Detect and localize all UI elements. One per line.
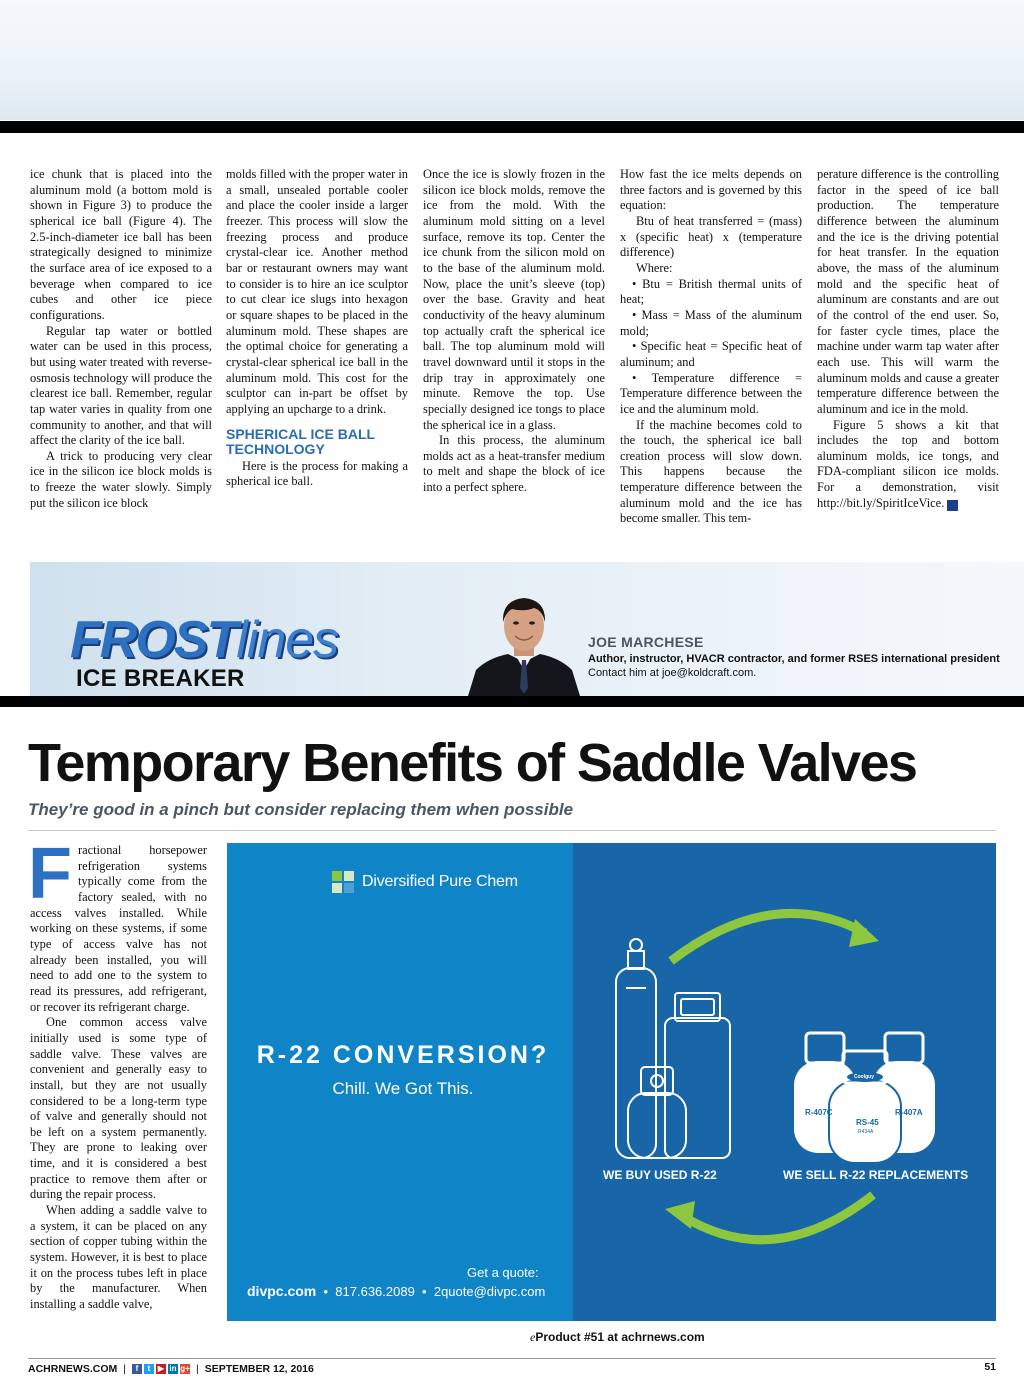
frostlines-logo [70, 611, 339, 669]
ad-website-link[interactable]: divpc.com [247, 1283, 317, 1299]
googleplus-icon[interactable]: g+ [180, 1364, 190, 1373]
separator: • [323, 1284, 329, 1299]
used-cylinders-icon [616, 939, 730, 1158]
social-icons [132, 1364, 190, 1374]
separator: | [195, 1363, 199, 1375]
paragraph: How fast the ice melts depends on three factors and is governed by this equation: [620, 167, 802, 213]
author-portrait [468, 592, 580, 696]
arrow-top-icon [671, 913, 865, 961]
ad-buy-label: WE BUY USED R-22 [603, 1168, 717, 1182]
ad-tagline: Chill. We Got This. [332, 1079, 474, 1098]
author-role: Author, instructor, HVACR contractor, and former RSES international president [588, 653, 1000, 665]
paragraph: ice chunk that is placed into the aluminum mold (a bottom mold is shown in Figure 3) to produce the spherical ice ball (Figure 4). The 2.5-inch-diameter ice ball has been strategically designed to minimize the surface area of ice exposed to a beverage when compared to ice cubes and other ice piece configurations. [30, 167, 212, 322]
cylinder-label: R-407A [895, 1108, 923, 1117]
text-column-1 [30, 167, 212, 511]
ad-quote-label: Get a quote: [467, 1265, 539, 1280]
ad-headline: R-22 CONVERSION? [256, 1041, 550, 1069]
paragraph: In this process, the aluminum molds act as a heat-transfer medium to melt and shape the block of ice into a perfect sphere. [423, 433, 605, 495]
text-column-2 [226, 167, 408, 490]
cylinder-brand: Coolguy [854, 1074, 874, 1080]
page-header-gradient [0, 0, 1024, 120]
bullet-item: • Mass = Mass of the aluminum mold; [620, 307, 802, 338]
page-number: 51 [984, 1361, 996, 1373]
paragraph-text: ractional horsepower refrigeration systems typically come from the factory sealed, with no access valves installed. While working on these systems, if some type of access valve has not already been installed, you will need to add one to the system to read its pressures, add refrigerant, or recover its refrigerant charge. [30, 843, 207, 1014]
cylinder-label: RS-45 [856, 1118, 879, 1127]
separator: • [422, 1284, 427, 1299]
logo-lines: lines [236, 611, 339, 669]
divider [28, 830, 996, 831]
equation: Btu of heat transferred = (mass) x (specific heat) x (temperature difference) [620, 213, 802, 260]
article-subheadline: They’re good in a pinch but consider replacing them when possible [28, 800, 574, 819]
cylinder-label: R434A [858, 1129, 874, 1135]
paragraph [817, 418, 999, 512]
text-column-3 [423, 167, 605, 496]
banner-bottom-bar [0, 696, 1024, 707]
footer-rule [28, 1358, 996, 1359]
advertisement[interactable] [227, 843, 996, 1321]
paragraph: Once the ice is slowly frozen in the silicon ice block molds, remove the ice from the mold. With the aluminum mold sitting on a level surface, remove its top. Center the ice chunk from the silicon mold on to the base of the aluminum mold. Now, place the unit’s sleeve (top) over the base. Gravity and heat conductivity of the heavy aluminum top actually craft the spherical ice ball. The top aluminum mold will travel downward until it stops in the drip tray in approximately one minute. Remove the top. Use specially designed ice tongs to place the spherical ice in a glass. [423, 167, 605, 432]
footer-date: SEPTEMBER 12, 2016 [204, 1363, 314, 1375]
eproduct-reference[interactable] [530, 1330, 705, 1345]
youtube-icon[interactable]: ▶ [157, 1364, 165, 1373]
author-info [588, 634, 1008, 680]
replacement-cylinders-icon [794, 1033, 935, 1163]
article-column [28, 834, 207, 1313]
paragraph: Where: [636, 260, 673, 275]
ad-illustration [573, 843, 996, 1321]
bullet-item: • Specific heat = Specific heat of aluminum; and [620, 339, 802, 369]
paragraph: One common access valve initially used is some type of saddle valve. These valves are convenient and generally easy to install, but they are not usually considered to be a long-term type of valve and generally should not be left on a system permanently. They are prone to leaking over time, and it is considered a best practice to remove them after or during the repair process. [30, 1015, 207, 1202]
cylinder-label: R-407C [805, 1108, 833, 1117]
brand-mark-icon [332, 871, 354, 893]
column-banner [30, 562, 1024, 696]
twitter-icon[interactable]: t [144, 1364, 154, 1374]
article-headline: Temporary Benefits of Saddle Valves [28, 733, 917, 793]
eproduct-text: Product #51 at achrnews.com [535, 1330, 705, 1344]
drop-cap: F [28, 834, 72, 914]
ad-email-link[interactable]: 2quote@divpc.com [433, 1284, 546, 1299]
footer-site[interactable]: ACHRNEWS.COM [28, 1363, 118, 1375]
author-contact: Contact him at joe@koldcraft.com. [588, 667, 757, 679]
ad-phone[interactable]: 817.636.2089 [335, 1284, 415, 1299]
paragraph: molds filled with the proper water in a small, unsealed portable cooler and place the cooler inside a larger freezer. This process will slow the freezing process and produce crystal-clear ice. Another method bar or restaurant owners may want to consider is to hire an ice sculptor to cut clear ice slugs into hexagon or square shapes to be placed in the aluminum mold. These shapes are the optimal choice for generating a crystal-clear spherical ice ball in the aluminum mold. This cost for the sculptor can in-part be offset by applying an upcharge to a drink. [226, 167, 408, 416]
author-name: JOE MARCHESE [588, 634, 704, 650]
paragraph-text: Figure 5 shows a kit that includes the top and bottom aluminum molds, ice tongs, and FDA-compliant silicon ice molds. For a demonstration, visit http://bit.ly/SpiritIceVice. [817, 417, 999, 510]
ad-sell-label: WE SELL R-22 REPLACEMENTS [783, 1168, 969, 1182]
paragraph: perature difference is the controlling factor in the speed of ice ball production. The temperature difference between the aluminum and the ice is the driving potential for heat transfer. In the equation above, the mass of the aluminum mold and the specific heat of aluminum are constants and are out of the control of the end user. So, for faster cycle times, place the machine under warm tap water after each use. This will warm the aluminum molds and cause a greater temperature difference between the aluminum and ice in the mold. [817, 167, 999, 416]
paragraph: Here is the process for making a spherical ice ball. [226, 458, 408, 489]
section-subhead: SPHERICAL ICE BALL TECHNOLOGY [226, 425, 375, 457]
paragraph: A trick to producing very clear ice in the silicon ice block molds is to freeze the water slowly. Simply put the silicon ice block [30, 448, 212, 510]
facebook-icon[interactable]: f [132, 1364, 142, 1374]
page-footer [28, 1361, 996, 1377]
eproduct-prefix: e [530, 1330, 536, 1344]
page-header-bar [0, 121, 1024, 133]
arrow-bottom-icon [681, 1195, 873, 1240]
paragraph: When adding a saddle valve to a system, it can be placed on any section of copper tubing within the system. However, it is best to place it on the process tubes left in place by the manufacturer. When installing a saddle valve, [30, 1203, 207, 1312]
end-of-story-icon: N [947, 500, 958, 511]
paragraph: If the machine becomes cold to the touch, the spherical ice ball creation process will slow down. This happens because the temperature difference between the aluminum mold and the ice has become smaller. This tem- [620, 417, 802, 526]
paragraph [28, 834, 207, 1015]
ad-logo [332, 871, 518, 893]
bullet-item: • Btu = British thermal units of heat; [620, 276, 802, 307]
linkedin-icon[interactable]: in [169, 1364, 177, 1373]
logo-frost: FROST [70, 611, 237, 669]
bullet-item: • Temperature difference = Temperature difference between the ice and the aluminum mold. [620, 370, 802, 416]
separator: | [123, 1363, 126, 1375]
ad-contact-line [247, 1283, 545, 1299]
section-name: ICE BREAKER [76, 665, 245, 692]
paragraph: Regular tap water or bottled water can be used in this process, but using water treated with reverse-osmosis technology will produce the clearest ice ball. Remember, regular tap water varies in quality from one community to another, and that will affect the clarity of the ice ball. [30, 323, 212, 448]
text-column-4 [620, 167, 802, 527]
text-column-5 [817, 167, 999, 511]
ad-brand-name: Diversified Pure Chem [362, 873, 518, 890]
